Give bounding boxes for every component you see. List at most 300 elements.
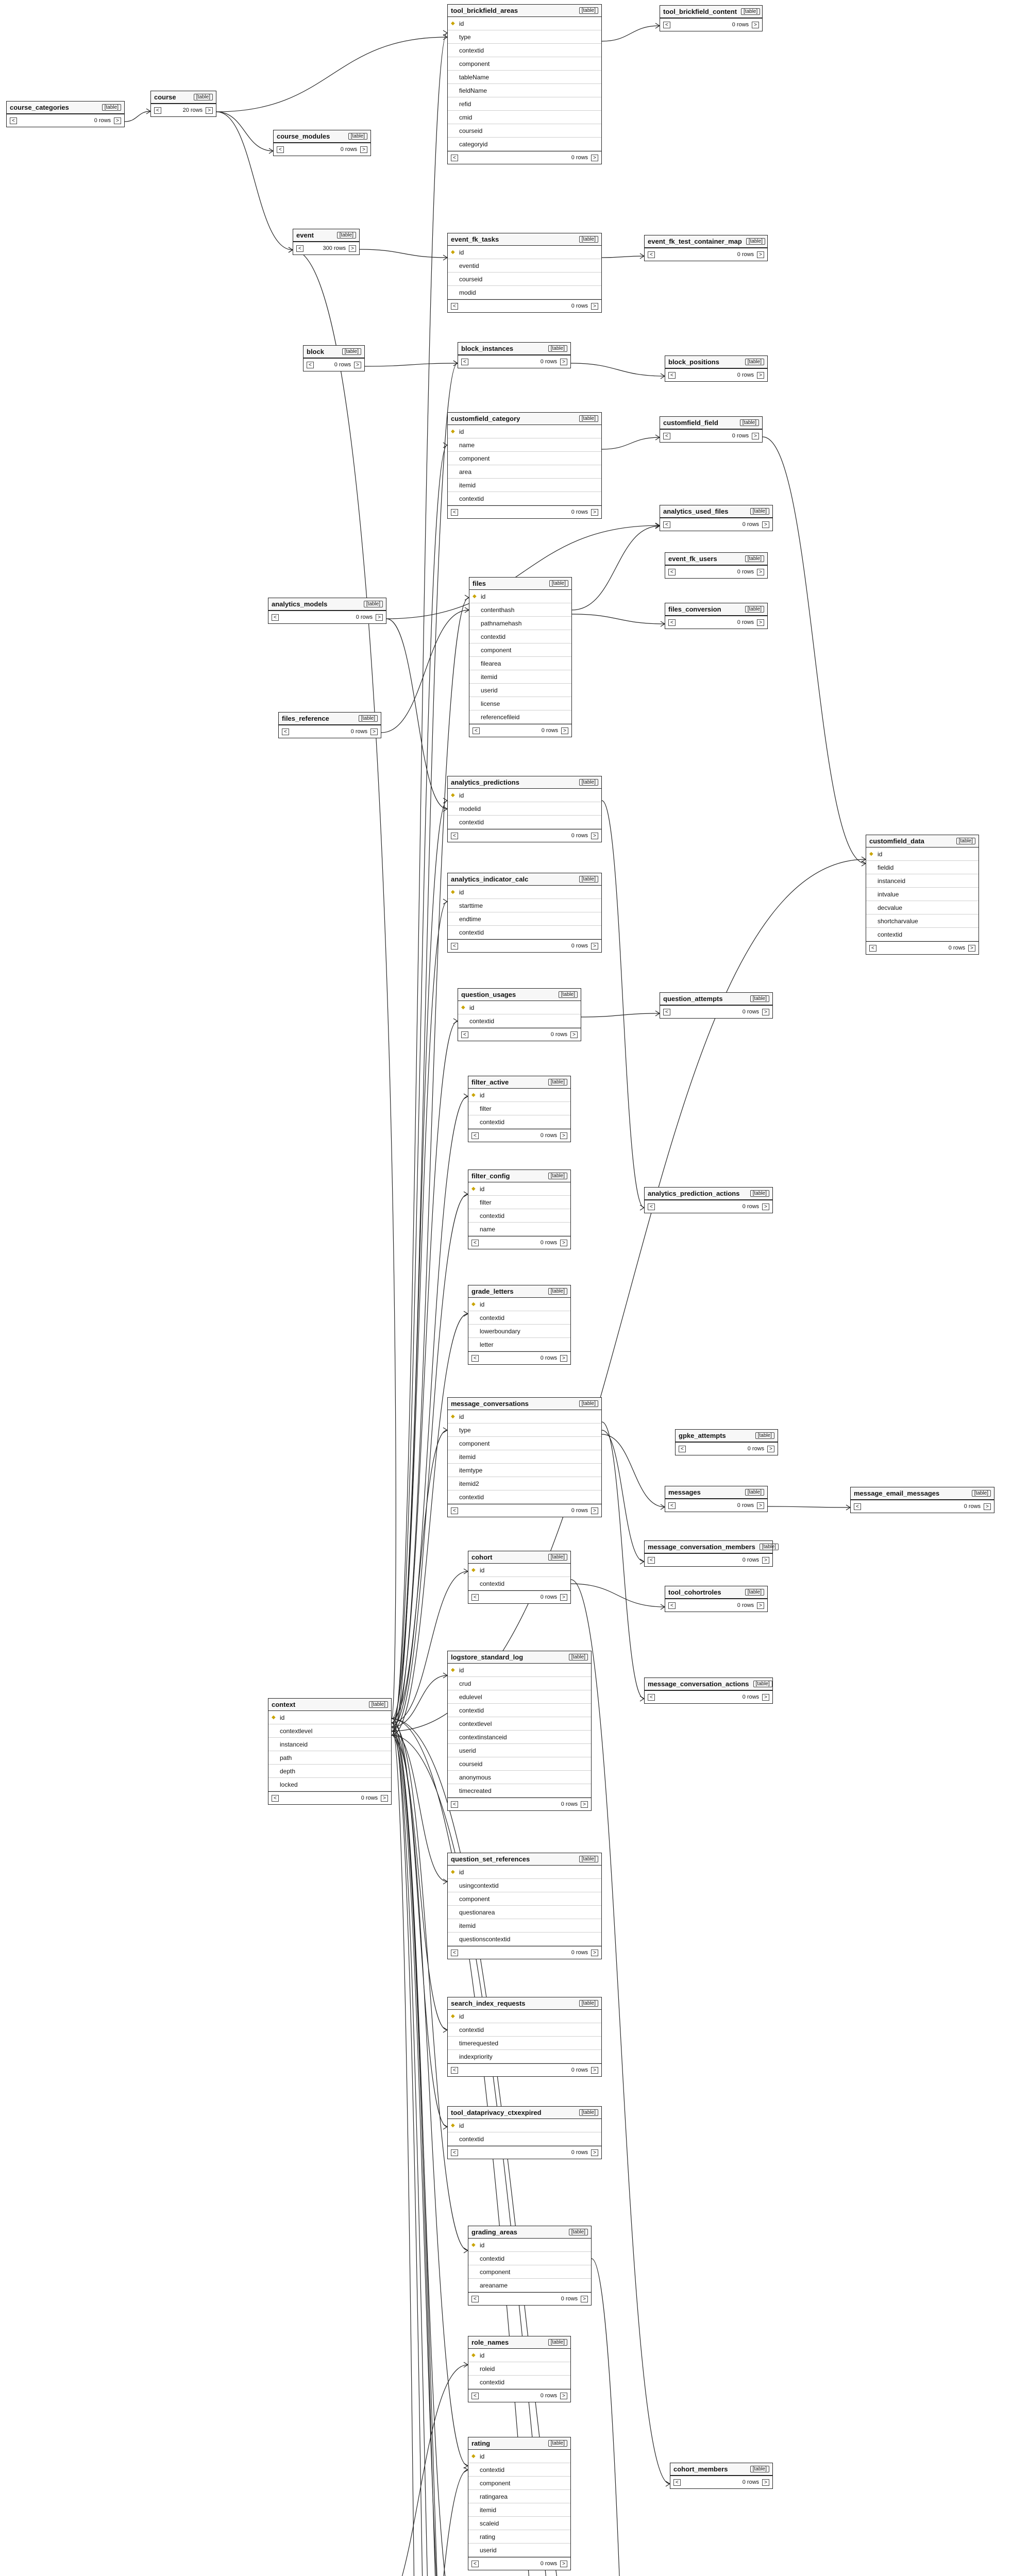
children-expand-icon[interactable]: >: [560, 1240, 567, 1246]
table-name[interactable]: grade_letters: [471, 1287, 514, 1295]
table-header[interactable]: [660, 993, 772, 1005]
table-header[interactable]: [458, 343, 570, 355]
table-name[interactable]: course_categories: [10, 104, 69, 111]
table-footer: [670, 2476, 772, 2488]
column-row: [468, 2376, 570, 2389]
table-analytics-prediction-actions[interactable]: [644, 1187, 773, 1213]
children-expand-icon[interactable]: >: [349, 245, 356, 252]
primary-key-icon: ◆: [869, 851, 873, 857]
parents-expand-icon[interactable]: <: [461, 1031, 468, 1038]
parents-expand-icon[interactable]: <: [451, 303, 458, 310]
children-expand-icon[interactable]: >: [206, 107, 213, 114]
table-rating[interactable]: [468, 2437, 571, 2570]
children-expand-icon[interactable]: >: [591, 509, 598, 516]
table-header[interactable]: [665, 1586, 767, 1599]
table-name[interactable]: cohort: [471, 1553, 493, 1561]
table-name[interactable]: grading_areas: [471, 2228, 517, 2236]
parents-expand-icon[interactable]: <: [451, 943, 458, 950]
children-expand-icon[interactable]: >: [591, 303, 598, 310]
children-expand-icon[interactable]: >: [591, 1507, 598, 1514]
table-name[interactable]: files: [473, 580, 486, 587]
parents-expand-icon[interactable]: <: [663, 22, 670, 28]
table-messages[interactable]: [665, 1486, 768, 1512]
children-expand-icon[interactable]: >: [762, 1557, 769, 1564]
row-count: 0 rows: [742, 1204, 760, 1210]
children-expand-icon[interactable]: >: [762, 1694, 769, 1701]
row-count: 0 rows: [561, 2296, 578, 2302]
column-row: [448, 273, 601, 286]
parents-expand-icon[interactable]: <: [451, 1507, 458, 1514]
table-name[interactable]: rating: [471, 2439, 491, 2447]
table-name[interactable]: search_index_requests: [451, 1999, 526, 2007]
table-header[interactable]: [468, 2437, 570, 2450]
table-name[interactable]: context: [272, 1701, 296, 1708]
table-type-badge: [table]: [579, 2000, 598, 2007]
table-search-index-requests[interactable]: [447, 1997, 602, 2077]
column-name: rating: [480, 2533, 496, 2540]
table-name[interactable]: customfield_field: [663, 419, 718, 427]
column-name: contextinstanceid: [459, 1733, 507, 1741]
table-name[interactable]: messages: [668, 1488, 701, 1496]
table-header[interactable]: [676, 1430, 778, 1442]
parents-expand-icon[interactable]: <: [471, 1594, 479, 1601]
table-name[interactable]: event: [296, 231, 314, 239]
table-header[interactable]: [866, 835, 979, 848]
relationship-line: [571, 363, 665, 376]
table-header[interactable]: [665, 356, 767, 368]
table-header[interactable]: [468, 1076, 570, 1089]
column-name: contextid: [480, 1314, 505, 1321]
children-expand-icon[interactable]: >: [757, 251, 764, 258]
table-name[interactable]: block_positions: [668, 358, 719, 366]
table-block[interactable]: [303, 345, 365, 371]
column-row: [448, 912, 601, 926]
table-type-badge: [table]: [548, 345, 567, 352]
table-question-attempts[interactable]: [660, 992, 773, 1019]
table-header[interactable]: [468, 1285, 570, 1298]
column-name: id: [280, 1714, 285, 1721]
parents-expand-icon[interactable]: <: [471, 1132, 479, 1139]
children-expand-icon[interactable]: >: [984, 1503, 991, 1510]
table-block-positions[interactable]: [665, 355, 768, 382]
parents-expand-icon[interactable]: <: [471, 2393, 479, 2399]
table-grading-areas[interactable]: [468, 2226, 592, 2306]
table-header[interactable]: [660, 417, 762, 429]
table-type-badge: [table]: [753, 1681, 772, 1687]
parents-expand-icon[interactable]: <: [648, 1204, 655, 1210]
table-name[interactable]: role_names: [471, 2338, 509, 2346]
table-tool-brickfield-areas[interactable]: [447, 4, 602, 164]
column-row: [448, 97, 601, 111]
table-header[interactable]: [665, 553, 767, 565]
column-name: categoryid: [459, 140, 488, 148]
table-name[interactable]: course_modules: [277, 132, 330, 140]
table-tool-brickfield-content[interactable]: [660, 5, 763, 31]
column-name: decvalue: [878, 904, 903, 911]
children-expand-icon[interactable]: >: [591, 1950, 598, 1956]
table-name[interactable]: message_email_messages: [854, 1489, 940, 1497]
children-expand-icon[interactable]: >: [752, 22, 759, 28]
parents-expand-icon[interactable]: <: [282, 728, 289, 735]
table-name[interactable]: question_attempts: [663, 995, 723, 1003]
table-name[interactable]: files_reference: [282, 715, 329, 722]
column-name: itemid: [481, 673, 498, 681]
table-block-instances[interactable]: [458, 342, 571, 368]
table-name[interactable]: files_conversion: [668, 605, 721, 613]
parents-expand-icon[interactable]: <: [679, 1446, 686, 1452]
table-header[interactable]: [468, 2336, 570, 2349]
column-name: id: [459, 428, 464, 435]
parents-expand-icon[interactable]: <: [668, 1602, 676, 1609]
table-event-fk-tasks[interactable]: [447, 233, 602, 313]
table-footer: [448, 829, 601, 842]
table-name[interactable]: customfield_data: [869, 837, 924, 845]
parents-expand-icon[interactable]: <: [471, 1240, 479, 1246]
children-expand-icon[interactable]: >: [114, 117, 121, 124]
table-name[interactable]: analytics_models: [272, 600, 328, 608]
column-row: [268, 1765, 391, 1778]
table-cohort-members[interactable]: [670, 2463, 773, 2489]
table-header[interactable]: [645, 1678, 772, 1690]
table-message-conversations[interactable]: [447, 1397, 602, 1517]
table-header[interactable]: [670, 2463, 772, 2476]
table-course[interactable]: [150, 91, 216, 117]
children-expand-icon[interactable]: >: [591, 833, 598, 839]
table-question-set-references[interactable]: [447, 1853, 602, 1959]
table-type-badge: [table]: [750, 508, 769, 515]
table-header[interactable]: [660, 6, 762, 18]
table-name[interactable]: cohort_members: [673, 2465, 728, 2473]
table-event-fk-test-container-map[interactable]: [644, 235, 768, 261]
row-count: 0 rows: [540, 1355, 558, 1361]
parents-expand-icon[interactable]: <: [673, 2479, 681, 2486]
children-expand-icon[interactable]: >: [762, 521, 769, 528]
table-files[interactable]: [469, 577, 572, 737]
relationship-line: [392, 1021, 458, 1723]
parents-expand-icon[interactable]: <: [663, 1009, 670, 1015]
table-header[interactable]: [448, 233, 601, 246]
table-context[interactable]: [268, 1698, 392, 1805]
table-message-conversation-members[interactable]: [644, 1540, 777, 1567]
children-expand-icon[interactable]: >: [560, 2561, 567, 2567]
table-name[interactable]: message_conversation_actions: [648, 1680, 749, 1688]
parents-expand-icon[interactable]: <: [663, 433, 670, 439]
table-name[interactable]: question_set_references: [451, 1855, 530, 1863]
column-name: type: [459, 1426, 471, 1434]
row-count: 0 rows: [571, 833, 588, 839]
table-analytics-models[interactable]: [268, 598, 386, 624]
column-name: area: [459, 468, 472, 476]
primary-key-icon: ◆: [471, 1186, 476, 1192]
table-cohort[interactable]: [468, 1551, 571, 1604]
table-type-badge: [table]: [750, 1190, 769, 1197]
table-logstore-standard-log[interactable]: [447, 1651, 592, 1811]
parents-expand-icon[interactable]: <: [154, 107, 161, 114]
parents-expand-icon[interactable]: <: [451, 2149, 458, 2156]
children-expand-icon[interactable]: >: [560, 1355, 567, 1362]
table-header[interactable]: [468, 1170, 570, 1182]
children-expand-icon[interactable]: >: [354, 362, 361, 368]
table-header[interactable]: [851, 1487, 994, 1500]
table-tool-dataprivacy-ctxexpired[interactable]: [447, 2106, 602, 2159]
column-row: [468, 1182, 570, 1196]
parents-expand-icon[interactable]: <: [648, 1694, 655, 1701]
children-expand-icon[interactable]: >: [581, 1801, 588, 1808]
children-expand-icon[interactable]: >: [762, 2479, 769, 2486]
column-name: contextid: [480, 2466, 505, 2473]
column-name: contextid: [459, 928, 484, 936]
column-row: [468, 2544, 570, 2557]
table-header[interactable]: [448, 1853, 601, 1866]
table-name[interactable]: logstore_standard_log: [451, 1653, 524, 1661]
table-header[interactable]: [448, 1651, 591, 1664]
table-header[interactable]: [665, 603, 767, 616]
parents-expand-icon[interactable]: <: [471, 2561, 479, 2567]
table-type-badge: [table]: [549, 580, 568, 587]
children-expand-icon[interactable]: >: [560, 2393, 567, 2399]
table-name[interactable]: filter_active: [471, 1078, 509, 1086]
column-name: modelid: [459, 805, 481, 812]
table-analytics-used-files[interactable]: [660, 505, 773, 531]
table-name[interactable]: gpke_attempts: [679, 1432, 726, 1439]
children-expand-icon[interactable]: >: [381, 1795, 388, 1802]
children-expand-icon[interactable]: >: [570, 1031, 578, 1038]
parents-expand-icon[interactable]: <: [451, 509, 458, 516]
table-type-badge: [table]: [337, 232, 356, 239]
table-name[interactable]: block_instances: [461, 345, 514, 352]
column-name: filter: [480, 1105, 492, 1112]
table-header[interactable]: [448, 873, 601, 886]
parents-expand-icon[interactable]: <: [648, 251, 655, 258]
children-expand-icon[interactable]: >: [757, 1502, 764, 1509]
table-type-badge: [table]: [745, 359, 764, 365]
table-grade-letters[interactable]: [468, 1285, 571, 1365]
table-header[interactable]: [665, 1486, 767, 1499]
table-name[interactable]: tool_brickfield_content: [663, 8, 737, 15]
children-expand-icon[interactable]: >: [757, 1602, 764, 1609]
table-header[interactable]: [448, 1997, 601, 2010]
parents-expand-icon[interactable]: <: [869, 945, 876, 952]
table-header[interactable]: [293, 229, 359, 242]
table-name[interactable]: event_fk_test_container_map: [648, 238, 742, 245]
table-name[interactable]: course: [154, 93, 176, 101]
children-expand-icon[interactable]: >: [757, 619, 764, 626]
column-name: name: [480, 1225, 496, 1233]
table-type-badge: [table]: [102, 104, 121, 111]
parents-expand-icon[interactable]: <: [648, 1557, 655, 1564]
parents-expand-icon[interactable]: <: [471, 1355, 479, 1362]
table-name[interactable]: analytics_predictions: [451, 778, 519, 786]
parents-expand-icon[interactable]: <: [451, 2067, 458, 2074]
table-tool-cohortroles[interactable]: [665, 1586, 768, 1612]
parents-expand-icon[interactable]: <: [668, 569, 676, 575]
table-name[interactable]: tool_dataprivacy_ctxexpired: [451, 2109, 542, 2116]
table-name[interactable]: analytics_used_files: [663, 507, 729, 515]
column-name: lowerboundary: [480, 1327, 520, 1335]
table-header[interactable]: [448, 776, 601, 789]
table-footer: [268, 611, 386, 623]
column-name: id: [459, 20, 464, 27]
table-header[interactable]: [448, 1398, 601, 1410]
column-name: contextid: [480, 1118, 505, 1126]
parents-expand-icon[interactable]: <: [461, 359, 468, 365]
table-type-badge: [table]: [746, 238, 765, 245]
table-type-badge: [table]: [369, 1701, 388, 1708]
children-expand-icon[interactable]: >: [591, 943, 598, 950]
table-event[interactable]: [293, 229, 360, 255]
table-name[interactable]: tool_brickfield_areas: [451, 7, 518, 14]
parents-expand-icon[interactable]: <: [272, 1795, 279, 1802]
table-header[interactable]: [448, 5, 601, 17]
children-expand-icon[interactable]: >: [762, 1009, 769, 1015]
parents-expand-icon[interactable]: <: [451, 1950, 458, 1956]
children-expand-icon[interactable]: >: [591, 155, 598, 161]
table-customfield-category[interactable]: [447, 412, 602, 519]
column-row: [448, 1490, 601, 1504]
table-files-conversion[interactable]: [665, 603, 768, 629]
table-question-usages[interactable]: [458, 988, 581, 1041]
table-header[interactable]: [468, 2226, 591, 2239]
table-course-modules[interactable]: [273, 130, 371, 156]
children-expand-icon[interactable]: >: [591, 2149, 598, 2156]
table-header[interactable]: [268, 598, 386, 611]
table-name[interactable]: event_fk_tasks: [451, 235, 499, 243]
table-name[interactable]: message_conversation_members: [648, 1543, 755, 1551]
parents-expand-icon[interactable]: <: [272, 614, 279, 621]
children-expand-icon[interactable]: >: [968, 945, 975, 952]
children-expand-icon[interactable]: >: [560, 1594, 567, 1601]
table-header[interactable]: [469, 578, 571, 590]
column-row: [468, 1325, 570, 1338]
table-header[interactable]: [151, 91, 216, 104]
children-expand-icon[interactable]: >: [360, 146, 367, 153]
table-message-conversation-actions[interactable]: [644, 1677, 773, 1704]
table-files-reference[interactable]: [278, 712, 381, 738]
table-name[interactable]: message_conversations: [451, 1400, 529, 1408]
children-expand-icon[interactable]: >: [767, 1446, 774, 1452]
parents-expand-icon[interactable]: <: [471, 2296, 479, 2302]
children-expand-icon[interactable]: >: [762, 1204, 769, 1210]
parents-expand-icon[interactable]: <: [854, 1503, 861, 1510]
column-row: [448, 17, 601, 30]
table-analytics-indicator-calc[interactable]: [447, 873, 602, 953]
table-header[interactable]: [7, 101, 124, 114]
row-count: 300 rows: [323, 245, 346, 251]
relationship-line: [371, 2470, 468, 2576]
column-name: intvalue: [878, 890, 899, 898]
table-name[interactable]: analytics_prediction_actions: [648, 1190, 740, 1197]
table-name[interactable]: block: [307, 348, 324, 355]
column-row: [448, 1744, 591, 1757]
table-type-badge: [table]: [755, 1432, 774, 1439]
table-filter-config[interactable]: [468, 1170, 571, 1249]
table-header[interactable]: [268, 1699, 391, 1711]
children-expand-icon[interactable]: >: [370, 728, 378, 735]
primary-key-icon: ◆: [471, 2242, 476, 2248]
row-count: 0 rows: [571, 1950, 588, 1956]
table-name[interactable]: question_usages: [461, 991, 516, 998]
column-name: contextid: [480, 1212, 505, 1219]
column-row: [448, 1866, 601, 1879]
children-expand-icon[interactable]: >: [560, 1132, 567, 1139]
table-gpke-attempts[interactable]: [675, 1429, 778, 1455]
table-header[interactable]: [468, 1551, 570, 1564]
table-analytics-predictions[interactable]: [447, 776, 602, 842]
table-role-names[interactable]: [468, 2336, 571, 2402]
table-customfield-field[interactable]: [660, 416, 763, 443]
table-event-fk-users[interactable]: [665, 552, 768, 579]
table-filter-active[interactable]: [468, 1076, 571, 1142]
table-header[interactable]: [645, 235, 767, 248]
table-footer: [448, 2063, 601, 2076]
column-name: questionscontextid: [459, 1935, 511, 1943]
children-expand-icon[interactable]: >: [757, 372, 764, 379]
table-message-email-messages[interactable]: [850, 1487, 994, 1513]
table-footer: [448, 2146, 601, 2159]
column-row: [448, 465, 601, 479]
parents-expand-icon[interactable]: <: [451, 833, 458, 839]
children-expand-icon[interactable]: >: [376, 614, 383, 621]
children-expand-icon[interactable]: >: [591, 2067, 598, 2074]
column-row: [468, 1196, 570, 1209]
parents-expand-icon[interactable]: <: [10, 117, 17, 124]
table-header[interactable]: [448, 2107, 601, 2119]
table-header[interactable]: [660, 505, 772, 518]
table-name[interactable]: tool_cohortroles: [668, 1588, 721, 1596]
row-count: 0 rows: [540, 1594, 558, 1600]
children-expand-icon[interactable]: >: [757, 569, 764, 575]
table-footer: [448, 1504, 601, 1517]
parents-expand-icon[interactable]: <: [296, 245, 303, 252]
table-footer: [468, 2292, 591, 2305]
parents-expand-icon[interactable]: <: [307, 362, 314, 368]
children-expand-icon[interactable]: >: [581, 2296, 588, 2302]
table-footer: [279, 725, 381, 738]
parents-expand-icon[interactable]: <: [663, 521, 670, 528]
table-header[interactable]: [274, 130, 370, 143]
parents-expand-icon[interactable]: <: [668, 1502, 676, 1509]
table-header[interactable]: [645, 1188, 772, 1200]
table-type-badge: [table]: [548, 1288, 567, 1295]
relationship-line: [216, 112, 273, 151]
table-course-categories[interactable]: [6, 101, 125, 127]
parents-expand-icon[interactable]: <: [668, 372, 676, 379]
children-expand-icon[interactable]: >: [560, 359, 567, 365]
children-expand-icon[interactable]: >: [752, 433, 759, 439]
relationship-line: [602, 256, 644, 258]
table-customfield-data[interactable]: [866, 835, 979, 955]
column-row: [469, 684, 571, 697]
table-header[interactable]: [448, 413, 601, 425]
table-name[interactable]: event_fk_users: [668, 555, 717, 563]
parents-expand-icon[interactable]: <: [473, 727, 480, 734]
parents-expand-icon[interactable]: <: [668, 619, 676, 626]
column-name: id: [459, 2012, 464, 2020]
column-name: contextid: [878, 930, 903, 938]
parents-expand-icon[interactable]: <: [277, 146, 284, 153]
table-header[interactable]: [279, 713, 381, 725]
table-name[interactable]: filter_config: [471, 1172, 510, 1180]
table-header[interactable]: [303, 346, 364, 358]
table-header[interactable]: [458, 989, 581, 1001]
children-expand-icon[interactable]: >: [561, 727, 568, 734]
parents-expand-icon[interactable]: <: [451, 1801, 458, 1808]
table-header[interactable]: [645, 1541, 777, 1553]
parents-expand-icon[interactable]: <: [451, 155, 458, 161]
row-count: 0 rows: [540, 1132, 558, 1139]
table-name[interactable]: customfield_category: [451, 415, 520, 422]
table-name[interactable]: analytics_indicator_calc: [451, 875, 529, 883]
